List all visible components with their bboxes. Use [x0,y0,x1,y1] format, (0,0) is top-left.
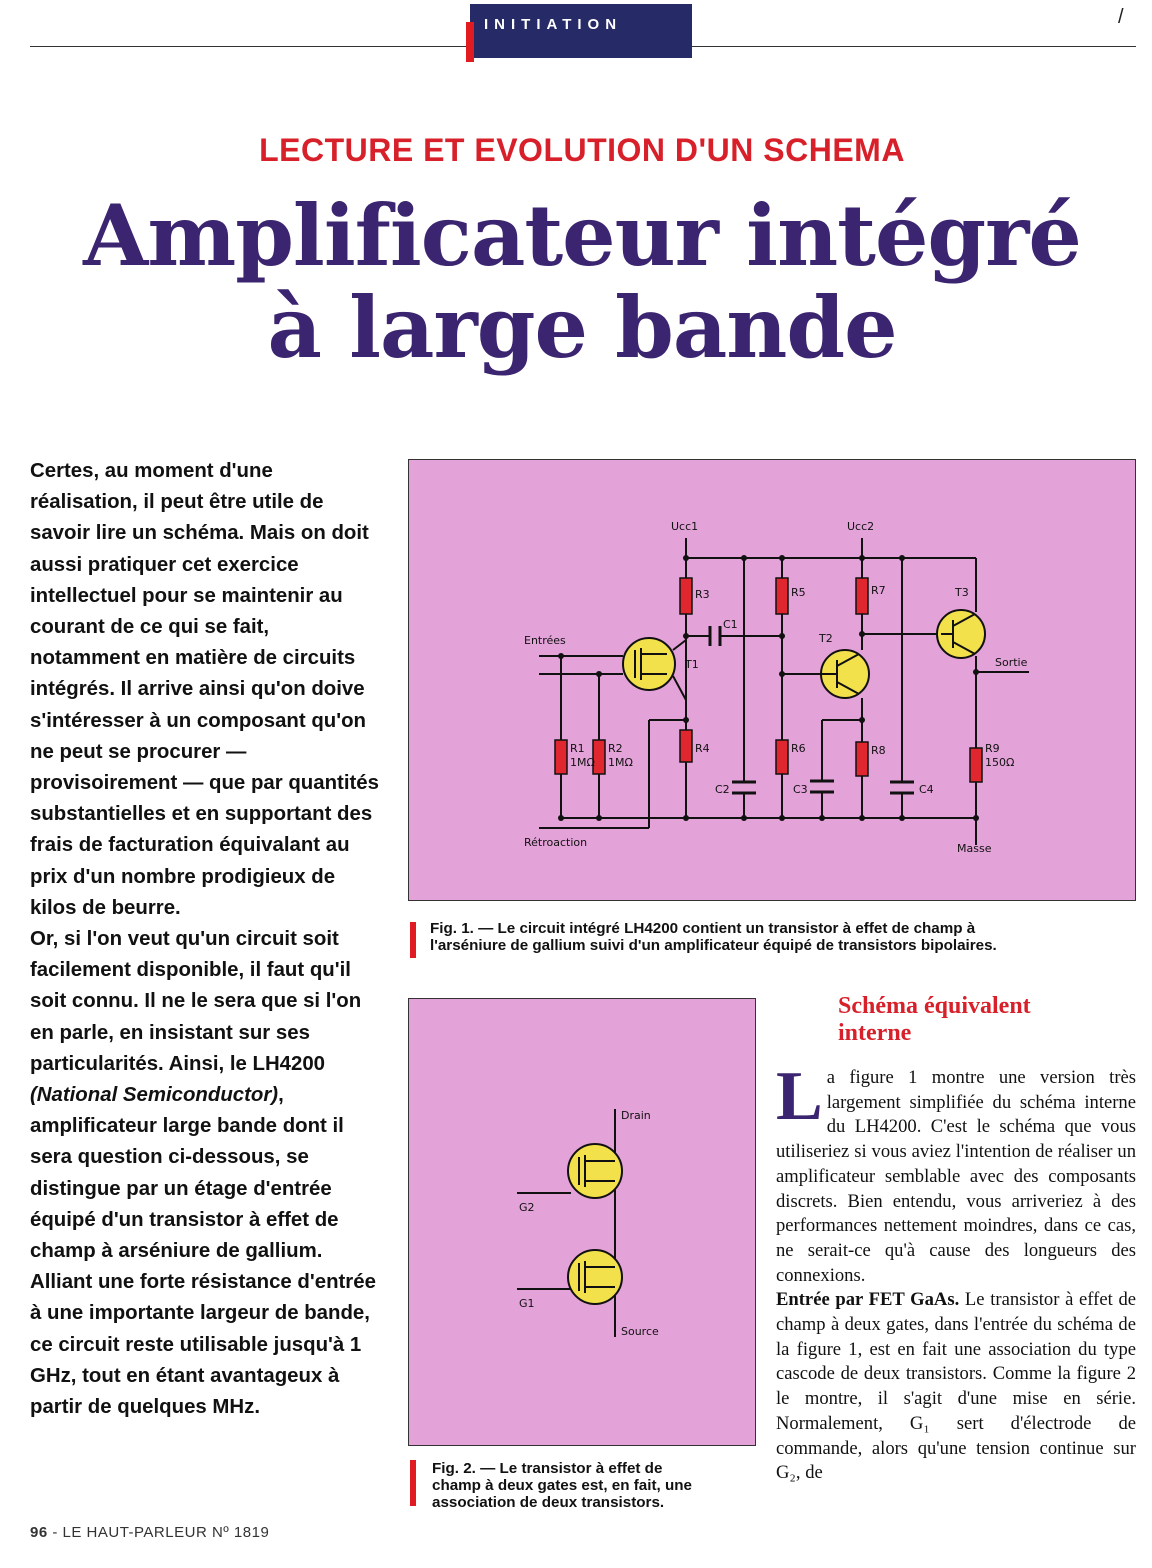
label-g2: G2 [519,1201,535,1214]
article-title [0,186,1152,377]
label-g1: G1 [519,1297,535,1310]
corner-mark: / [1118,6,1124,28]
fet-lower [568,1250,622,1304]
section-heading: Schéma équivalent interne [838,993,1031,1046]
intro-p2-end: , amplificateur large bande dont il sera question ci-dessous, se distingue par un étage d'entrée équipé d'un transistor à effet de champ à arséniure de gallium. Alliant une forte résistance d'entrée à une importante largeur de bande, ce circuit reste utilisable jusqu'à 1 GHz, tout en étant avantageux à partir de quelques MHz. [30,1084,376,1419]
intro-text [30,456,382,1423]
label-r6: R6 [791,742,806,755]
body-paragraph-2 [776,1288,1136,1486]
label-r2: R2 [608,742,623,755]
label-c3: C3 [793,783,808,796]
body-p2-lead: Entrée par FET GaAs. [776,1289,960,1311]
label-c1: C1 [723,618,738,631]
label-r1: R1 [570,742,585,755]
publication-name: - LE HAUT-PARLEUR Nº 1819 [47,1524,270,1541]
resistor-r6 [776,740,788,774]
figure-2-caption-bar [410,1460,416,1506]
figure-1-svg [409,460,1135,900]
label-t2: T2 [819,632,833,645]
label-r5: R5 [791,586,806,599]
figure-2-caption-line-2: champ à deux gates est, en fait, une [432,1477,692,1494]
drop-cap: L [776,1058,823,1135]
figure-2-schematic [408,998,756,1446]
body-paragraph-1 [776,1058,1136,1288]
label-r3: R3 [695,588,710,601]
figure-2-caption-line-1: Fig. 2. — Le transistor à effet de [432,1460,663,1477]
figure-1-schematic [408,459,1136,901]
figure-1-caption [430,920,1140,954]
label-ucc2: Ucc2 [847,520,875,533]
figure-1-caption-line-2: l'arséniure de gallium suivi d'un amplificateur équipé de transistors bipolaires. [430,937,997,954]
label-r8: R8 [871,744,886,757]
label-r2-value: 1MΩ [608,756,633,769]
label-masse: Masse [957,842,992,855]
label-ucc1: Ucc1 [671,520,699,533]
resistor-r3 [680,578,692,614]
figure-2-caption-line-3: association de deux transistors. [432,1494,665,1511]
figure-2-svg [409,999,755,1445]
title-line-2: à large bande [267,278,897,377]
figure-1-caption-bar [410,922,416,958]
intro-p2-start: Or, si l'on veut qu'un circuit soit facilement disponible, il faut qu'il soit connu. Il ne le sera que si l'on en parle, en insistant sur ses particularités. Ainsi, le LH4200 [30,928,362,1075]
body-p2-text: Le transistor à effet de champ à deux gates, dans l'entrée du schéma de la figure 1, est en fait une association du type cascode de deux transistors. Comme la figure 2 le montre, il s'agit d'une mise en série. Normalement, G₁ sert d'électrode de commande, alors qu'une tension continue sur G₂, de [776,1289,1136,1484]
label-sortie: Sortie [995,656,1028,669]
figure-2-caption [432,1460,762,1511]
resistor-r1 [555,740,567,774]
label-t3: T3 [955,586,969,599]
resistor-r4 [680,730,692,762]
intro-p2-italic: (National Semiconductor) [30,1084,279,1107]
intro-paragraph-2 [30,924,382,1423]
label-r9: R9 [985,742,1000,755]
label-r4: R4 [695,742,710,755]
figure-1-caption-line-1: Fig. 1. — Le circuit intégré LH4200 contient un transistor à effet de champ à [430,920,976,937]
label-source: Source [621,1325,659,1338]
resistor-r5 [776,578,788,614]
page-footer [30,1524,269,1541]
title-line-1: Amplificateur intégré [83,186,1081,285]
label-retroaction: Rétroaction [524,836,588,849]
body-text [776,1058,1136,1486]
label-entrees: Entrées [524,634,566,647]
fet-upper [568,1144,622,1198]
article-kicker: LECTURE ET EVOLUTION D'UN SCHEMA [259,132,905,168]
label-c2: C2 [715,783,730,796]
resistor-r9 [970,748,982,782]
transistor-t1 [623,638,675,690]
label-t1: T1 [685,658,699,671]
intro-paragraph-1: Certes, au moment d'une réalisation, il peut être utile de savoir lire un schéma. Mais on doit aussi pratiquer cet exercice intellectuel pour se maintenir au courant de ce qui se fait, notamment en matière de circuits intégrés. Il arrive ainsi qu'on doive s'intéresser à un composant qu'on ne peut se procurer — provisoirement — que par quantités substantielles et en supportant des frais de facturation équivalant au prix d'un nombre prodigieux de kilos de beurre. [30,460,379,919]
section-tab-accent [466,22,474,62]
label-r7: R7 [871,584,886,597]
label-r9-value: 150Ω [985,756,1015,769]
resistor-r7 [856,578,868,614]
label-r1-value: 1MΩ [570,756,595,769]
section-label: INITIATION [484,16,623,33]
label-c4: C4 [919,783,934,796]
body-p1-text: a figure 1 montre une version très largement simplifiée du schéma interne du LH4200. C'est le schéma que vous utiliseriez si vous aviez l'intention de réaliser un amplificateur semblable avec des composants discrets. Bien entendu, vous arriveriez à des performances nettement moindres, dans ce cas, ne serait-ce qu'à cause des longueurs des connexions. [776,1067,1136,1286]
label-drain: Drain [621,1109,651,1122]
resistor-r8 [856,742,868,776]
page-number: 96 [30,1524,48,1541]
